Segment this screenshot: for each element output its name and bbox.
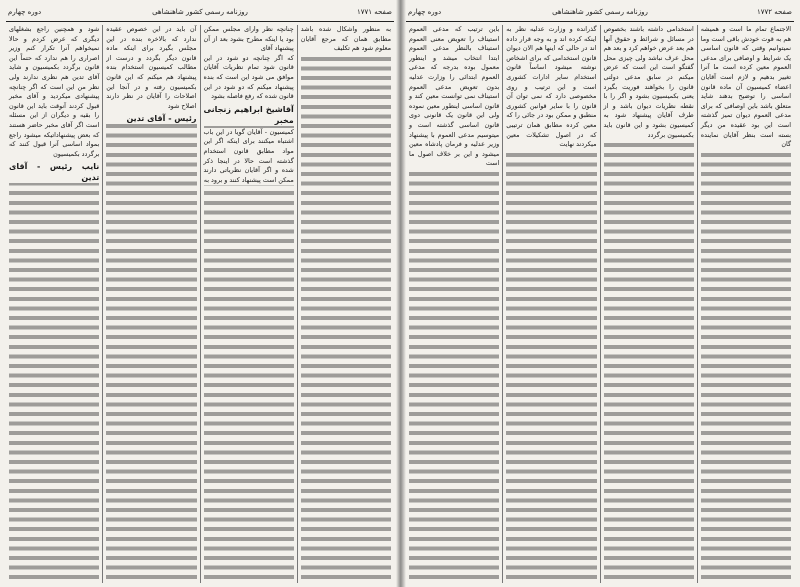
newspaper-title: روزنامه رسمی کشور شاهنشاهی bbox=[552, 8, 648, 16]
speaker-heading: رئیس - آقای تدین bbox=[106, 113, 196, 124]
speaker-heading: نایب رئیس - آقای تدین bbox=[9, 162, 100, 183]
paragraph: استخدامی داشته باشند بخصوص در مسائل و شرائط و حقوق آنها هم بعد عرض خواهم کرد و بعد هم محل عرف نباشد ولی چیزی محل گفتگو است این است که عرض میکنم در سابق مدعی دولتی قانون را بخواهند فوریت بگیرد یعنی بکمیسیون بشود و اگر را با نقطه نظریات دیوان باشد و از طرف آقایان پیشنهاد شود به کمیسیون بشود و این قانون باید بکمیسیون برگردد bbox=[603, 25, 694, 139]
paragraph: چنانچه نظر وارای مجلس ممکن بود یا اینکه مطرح بشود بعد از آن پیشنهاد آقای bbox=[203, 25, 294, 53]
paragraph: به منظور واشکال شده باشد مطابق همان که مرجع آقایان معلوم شود هم تکلیف bbox=[300, 25, 391, 53]
paragraph: گذرانده و وزارت عدلیه نظر به اینکه کرده اند و به وجه قرار داده اند در حالی که اینها هم الان دیوان قانون استخدامی که برای اشخاص نوشته میشود اساساً قانون استخدام سایر ادارات کشوری است و این ترتیب و روی مخصوصی دارد که نمی توان آن قانون را با سایر قوانین کشوری منطبق و ممکن بود در جائی را که معین کرده مطابق همان ترتیبی که در اصول تشکیلات معین میکردند نهایت bbox=[506, 25, 597, 149]
text-column bbox=[200, 25, 297, 583]
text-columns bbox=[406, 25, 794, 583]
text-column bbox=[102, 25, 199, 583]
text-columns bbox=[6, 25, 394, 583]
page-header bbox=[8, 8, 392, 20]
paragraph: شود و همچنین راجع بشغلهای دیگری که عرض کردم و حالا نمیخواهم آنرا تکرار کنم وزیر اصراری را هم ندارد که حتماً این قانون برگردد بکمیسیون و شاید آقای تدین هم نظری ندارند ولی نظر من این است که اگر چنانچه پیشنهادی میکردید و آقای مخبر قبول کردند آنوقت باید این قانون را بقیه و دیگران از این مسئله است اگر آقای مخبر حاضر هستند که بعض پیشنهاداتیکه میشود راجع بمواد اساسی آنرا قبول کنند که برگردد بکمیسیون bbox=[9, 25, 100, 158]
paragraph: که اگر چنانچه دو شود در این قانون شود تمام نظریات آقایان موافق می شود این است که بنده پیشنهاد میکنم که دو شود در این قانون شده که رفع فاصله بشود bbox=[203, 53, 294, 101]
paragraph: الاجتماع تمام ما است و همیشه هم به قوت خودش باقی است وما نمیتوانیم وقتی که قانون اساسی یک شرایط و اوصافی برای مدعی العموم معین کرده است ما آنرا تغییر بدهیم و لازم است آقایان اعضاء کمیسیون آن ماده قانون اساسی را توضیح بدهند شاید متعلق باشد باین اوصافی که برای مدعی العموم دیوان تمیز گذشته است این بود عقیده من دیگر بسته است بنظر آقایان نماینده گان bbox=[700, 25, 791, 149]
text-column bbox=[297, 25, 394, 583]
paragraph: آن باید در این خصوص عقیده ندارد که بالاخره بنده در این مجلس بگیرد برای اینکه ماده قانون دیگر بگردد و درست از مطالب کمیسیون استخدام بنده پیشنهاد هم میکنم که این قانون بکمیسیون رفته و در آنجا این اصلاحات را آقایان در نظر دارند اصلاح شود bbox=[106, 25, 197, 110]
newspaper-title: روزنامه رسمی کشور شاهنشاهی bbox=[152, 8, 248, 16]
header-rule bbox=[6, 21, 394, 22]
volume-label: دوره چهارم bbox=[408, 8, 442, 16]
binding-gutter bbox=[396, 0, 406, 587]
volume-label: دوره چهارم bbox=[8, 8, 42, 16]
header-rule bbox=[406, 21, 794, 22]
paragraph: کمیسیون - آقایان گویا در این باب اشتباه میکنند برای اینکه اگر این مواد مطابق قانون استخدام گذشته است حالا در اینجا ذکر شده و اگر آقایان نظریاتی دارند ممکن است پیشنهاد کنند و برود به bbox=[203, 127, 294, 184]
text-column bbox=[600, 25, 697, 583]
paragraph: باین ترتیب که مدعی العموم استیناف را تعویض معنی العموم استیناف بالنظر مدعی العموم ابتدا انتخاب میشد و اینطور معمول بوده بدرجه که مدعی العموم ابتدائی را وزارت عدلیه بدون تعویض مدعی العموم استیناف نمی توانست معین کند و قانون اساسی اینطور معین نموده ولی این قانون یک قانونی دوی قانون اساسی گذشته است و میتوسیم مدعی العموم با پیشنهاد وزیر عدلیه و فرمان پادشاه معین میشود و این بر خلاف اصول ما است bbox=[409, 25, 500, 168]
page-header bbox=[408, 8, 792, 20]
page-number: صفحه ۱۷۷۱ bbox=[356, 8, 392, 16]
speaker-heading: آقاشیخ ابراهیم زنجانی مخبر bbox=[203, 104, 294, 125]
text-column bbox=[406, 25, 502, 583]
text-column bbox=[6, 25, 102, 583]
page-number: صفحه ۱۷۷۲ bbox=[756, 8, 792, 16]
right-page bbox=[400, 0, 800, 587]
text-column bbox=[502, 25, 599, 583]
text-column bbox=[697, 25, 794, 583]
